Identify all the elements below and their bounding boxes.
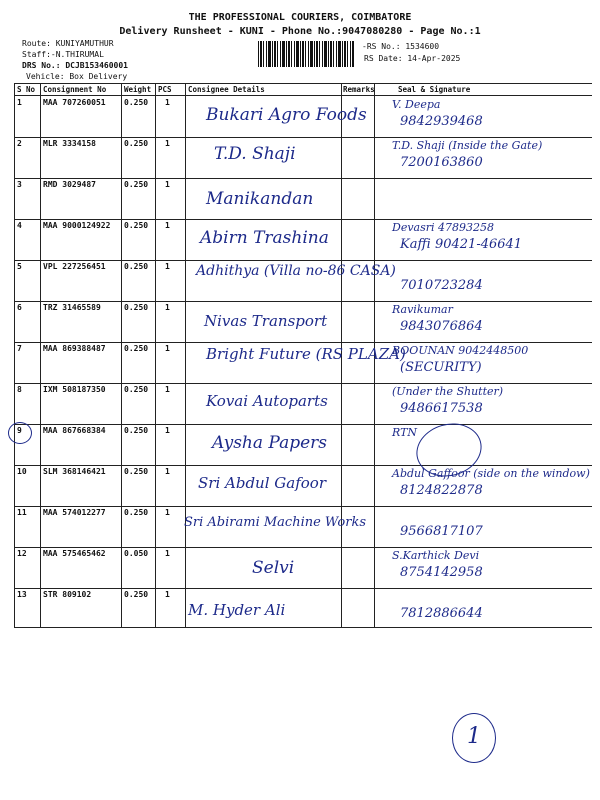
subtitle-phone: 9047080280 — [342, 26, 403, 37]
col-header-consignee: Consignee Details — [188, 85, 265, 94]
staff-label: Staff:-N.THIRUMAL — [22, 50, 104, 59]
row-pcs: 1 — [165, 426, 170, 435]
row-consignee-handwritten: Sri Abirami Machine Works — [184, 515, 366, 530]
row-consignment: MAA 574012277 — [43, 508, 106, 517]
row-pcs: 1 — [165, 262, 170, 271]
row-consignment: MAA 869388487 — [43, 344, 106, 353]
row-sno: 3 — [17, 180, 22, 189]
col-divider — [121, 83, 122, 628]
row-weight: 0.250 — [124, 467, 149, 476]
row-consignment: IXM 508187350 — [43, 385, 106, 394]
row-pcs: 1 — [165, 467, 170, 476]
row-sno: 10 — [17, 467, 27, 476]
row-sno: 6 — [17, 303, 22, 312]
company-title: THE PROFESSIONAL COURIERS, COIMBATORE — [188, 12, 412, 23]
row-sno: 11 — [17, 508, 27, 517]
row-border — [14, 342, 592, 343]
runsheet-subtitle — [0, 26, 600, 37]
row-consignee-handwritten: Abirn Trashina — [200, 228, 329, 248]
row-sno: 13 — [17, 590, 27, 599]
row-9-circle-mark — [8, 422, 32, 444]
table-header-border — [14, 95, 592, 96]
row-border — [14, 260, 592, 261]
row-signature-line2: 7812886644 — [400, 606, 483, 621]
row-signature-line1: BOOUNAN 9042448500 — [392, 344, 529, 357]
row-pcs: 1 — [165, 98, 170, 107]
row-consignee-handwritten: Aysha Papers — [212, 433, 328, 453]
row-consignment: MAA 867668384 — [43, 426, 106, 435]
row-signature-line1: Devasri 47893258 — [392, 221, 495, 234]
page-mark — [452, 713, 496, 763]
col-divider — [14, 83, 15, 628]
row-weight: 0.250 — [124, 426, 149, 435]
row-pcs: 1 — [165, 139, 170, 148]
row-consignee-handwritten: Manikandan — [206, 189, 314, 209]
row-signature-line2: 9486617538 — [400, 401, 483, 416]
col-header-pcs: PCS — [158, 85, 172, 94]
row-signature-line2: 9842939468 — [400, 114, 483, 129]
row-consignee-handwritten: Kovai Autoparts — [206, 392, 328, 410]
row-border — [14, 301, 592, 302]
row-consignment: STR 809102 — [43, 590, 92, 599]
row-pcs: 1 — [165, 303, 170, 312]
row-consignee-handwritten: Sri Abdul Gafoor — [198, 474, 326, 492]
row-weight: 0.250 — [124, 508, 149, 517]
row-weight: 0.250 — [124, 385, 149, 394]
row-pcs: 1 — [165, 344, 170, 353]
row-weight: 0.250 — [124, 590, 149, 599]
row-weight: 0.250 — [124, 180, 149, 189]
col-header-remarks: Remarks — [343, 85, 375, 94]
row-pcs: 1 — [165, 549, 170, 558]
col-header-signature: Seal & Signature — [398, 85, 471, 94]
row-sno: 1 — [17, 98, 22, 107]
row-weight: 0.250 — [124, 262, 149, 271]
barcode — [258, 41, 354, 67]
row-consignee-handwritten: Bukari Agro Foods — [206, 105, 367, 125]
row-consignment: VPL 227256451 — [43, 262, 106, 271]
row-signature-line2: (SECURITY) — [400, 360, 482, 375]
drs-label: DRS No.: — [22, 61, 61, 70]
row-consignee-handwritten: Bright Future (RS PLAZA) — [206, 345, 406, 363]
row-border — [14, 219, 592, 220]
row-signature-line2: 7200163860 — [400, 155, 483, 170]
row-border — [14, 383, 592, 384]
table-top-border — [14, 83, 592, 84]
row-sno: 12 — [17, 549, 27, 558]
row-border — [14, 588, 592, 589]
row-pcs: 1 — [165, 508, 170, 517]
row-sno: 4 — [17, 221, 22, 230]
drs-line — [22, 61, 128, 70]
col-header-sno: S No — [17, 85, 36, 94]
row-pcs: 1 — [165, 221, 170, 230]
row-signature-line1: V. Deepa — [392, 98, 441, 111]
row-signature-line1: RTN — [392, 426, 418, 439]
row-signature-line1: S.Karthick Devi — [392, 549, 480, 562]
row-consignee-handwritten: Nivas Transport — [204, 312, 328, 330]
row-consignment: MAA 707260051 — [43, 98, 106, 107]
vehicle-label: Vehicle: Box Delivery — [26, 72, 128, 81]
row-border — [14, 137, 592, 138]
row-weight: 0.250 — [124, 139, 149, 148]
row-signature-line1: T.D. Shaji (Inside the Gate) — [392, 139, 543, 152]
row-border — [14, 627, 592, 628]
row-consignment: MLR 3334158 — [43, 139, 96, 148]
row-pcs: 1 — [165, 385, 170, 394]
row-consignee-handwritten: M. Hyder Ali — [188, 601, 286, 619]
row-consignment: RMD 3029487 — [43, 180, 96, 189]
row-signature-line1: (Under the Shutter) — [392, 385, 504, 398]
row-weight: 0.250 — [124, 344, 149, 353]
col-header-consignment: Consignment No — [43, 85, 107, 94]
row-border — [14, 178, 592, 179]
row-sno: 2 — [17, 139, 22, 148]
row-consignee-handwritten: Selvi — [252, 558, 295, 578]
row-signature-line2: 8124822878 — [400, 483, 483, 498]
row-border — [14, 465, 592, 466]
row-border — [14, 506, 592, 507]
row-consignment: TRZ 31465589 — [43, 303, 101, 312]
row-signature-line2: 9566817107 — [400, 524, 483, 539]
row-consignment: MAA 9000124922 — [43, 221, 111, 230]
col-divider — [185, 83, 186, 628]
row-weight: 0.250 — [124, 221, 149, 230]
row-weight: 0.250 — [124, 303, 149, 312]
col-header-weight: Weight — [124, 85, 152, 94]
col-divider — [155, 83, 156, 628]
subtitle-page: - Page No.:1 — [402, 26, 481, 37]
drs-value: DCJB153460001 — [65, 61, 128, 70]
row-border — [14, 424, 592, 425]
row-sno: 5 — [17, 262, 22, 271]
row-consignment: SLM 368146421 — [43, 467, 106, 476]
row-consignee-handwritten: Adhithya (Villa no-86 CASA) — [196, 263, 396, 279]
row-signature-line1: Ravikumar — [392, 303, 453, 316]
row-signature-line2: 8754142958 — [400, 565, 483, 580]
row-consignment: MAA 575465462 — [43, 549, 106, 558]
row-signature-line2: Kaffi 90421-46641 — [400, 237, 523, 252]
row-border — [14, 547, 592, 548]
page-mark-number: 1 — [467, 724, 481, 749]
subtitle-prefix: Delivery Runsheet - KUNI - Phone No.: — [119, 26, 343, 37]
col-divider — [40, 83, 41, 628]
row-sno: 8 — [17, 385, 22, 394]
rs-number: -RS No.: 1534600 — [362, 42, 440, 51]
row-weight: 0.250 — [124, 98, 149, 107]
row-weight: 0.050 — [124, 549, 149, 558]
route-label: Route: KUNIYAMUTHUR — [22, 39, 114, 48]
row-consignee-handwritten: T.D. Shaji — [214, 144, 296, 164]
row-signature-line1: Abdul Gaffoor (side on the window) — [392, 467, 590, 480]
row-signature-line2: 7010723284 — [400, 278, 483, 293]
row-sno: 7 — [17, 344, 22, 353]
rs-date: RS Date: 14-Apr-2025 — [364, 54, 461, 63]
row-sno: 9 — [17, 426, 22, 435]
row-pcs: 1 — [165, 180, 170, 189]
row-pcs: 1 — [165, 590, 170, 599]
row-signature-line2: 9843076864 — [400, 319, 483, 334]
